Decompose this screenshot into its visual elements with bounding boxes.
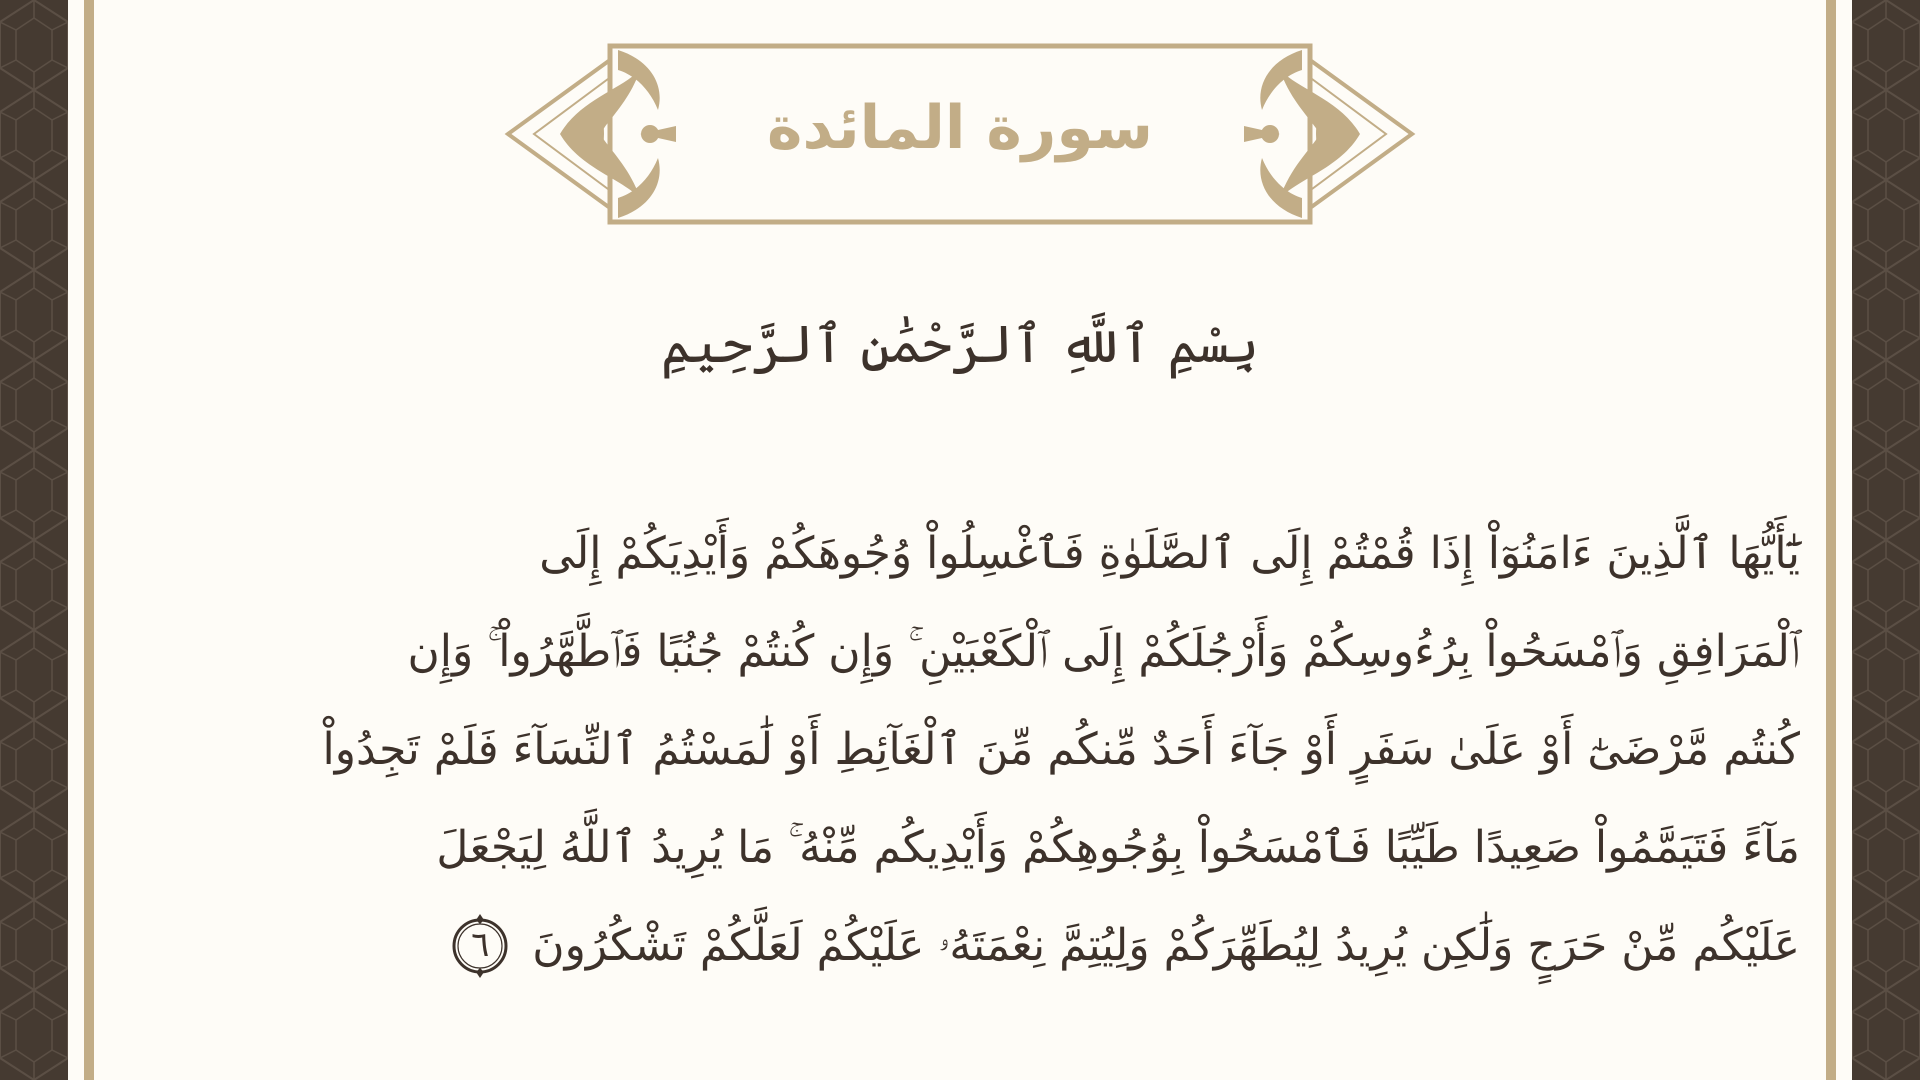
page-margin-right [1836,0,1852,1080]
ayah-end-marker [446,912,514,980]
basmala: بِسْمِ ٱللَّهِ ٱلرَّحْمَٰنِ ٱلرَّحِيمِ [660,315,1260,375]
gold-rule-right [1826,0,1836,1080]
ornamental-border-right [1852,0,1920,1080]
verse-line: ٱلْمَرَافِقِ وَٱمْسَحُواْ بِرُءُوسِكُمْ وَأَرْجُلَكُمْ إِلَى ٱلْكَعْبَيْنِ ۚ وَإِن كُنتُمْ جُنُبًا فَٱطَّهَّرُواْ ۚ وَإِن [407,626,1800,677]
verse-line: كُنتُم مَّرْضَىٰٓ أَوْ عَلَىٰ سَفَرٍ أَوْ جَآءَ أَحَدٌ مِّنكُم مِّنَ ٱلْغَآئِطِ أَوْ لَٰمَسْتُمُ ٱلنِّسَآءَ فَلَمْ تَجِدُواْ [322,724,1800,775]
verse-line: مَآءً فَتَيَمَّمُواْ صَعِيدًا طَيِّبًا فَٱمْسَحُواْ بِوُجُوهِكُمْ وَأَيْدِيكُم مِّنْهُ ۚ مَا يُرِيدُ ٱللَّهُ لِيَجْعَلَ [436,822,1800,873]
floral-ornament-left [560,50,676,218]
gold-rule-left [84,0,94,1080]
verse-line-text: عَلَيْكُم مِّنْ حَرَجٍ وَلَٰكِن يُرِيدُ لِيُطَهِّرَكُمْ وَلِيُتِمَّ نِعْمَتَهُۥ عَلَيْكُمْ لَعَلَّكُمْ تَشْكُرُونَ [532,920,1800,971]
surah-title: سورة المائدة [767,93,1153,163]
verse-text [240,505,1800,995]
page-margin-left [68,0,84,1080]
surah-header [500,40,1420,230]
ayah-number: ٦ [471,925,490,965]
floral-ornament-right [1244,50,1360,218]
ornamental-border-left [0,0,68,1080]
verse-line: يَٰٓأَيُّهَا ٱلَّذِينَ ءَامَنُوٓاْ إِذَا قُمْتُمْ إِلَى ٱلصَّلَوٰةِ فَٱغْسِلُواْ وُجُوهَكُمْ وَأَيْدِيَكُمْ إِلَى [539,528,1800,579]
verse-line-final [240,897,1800,995]
